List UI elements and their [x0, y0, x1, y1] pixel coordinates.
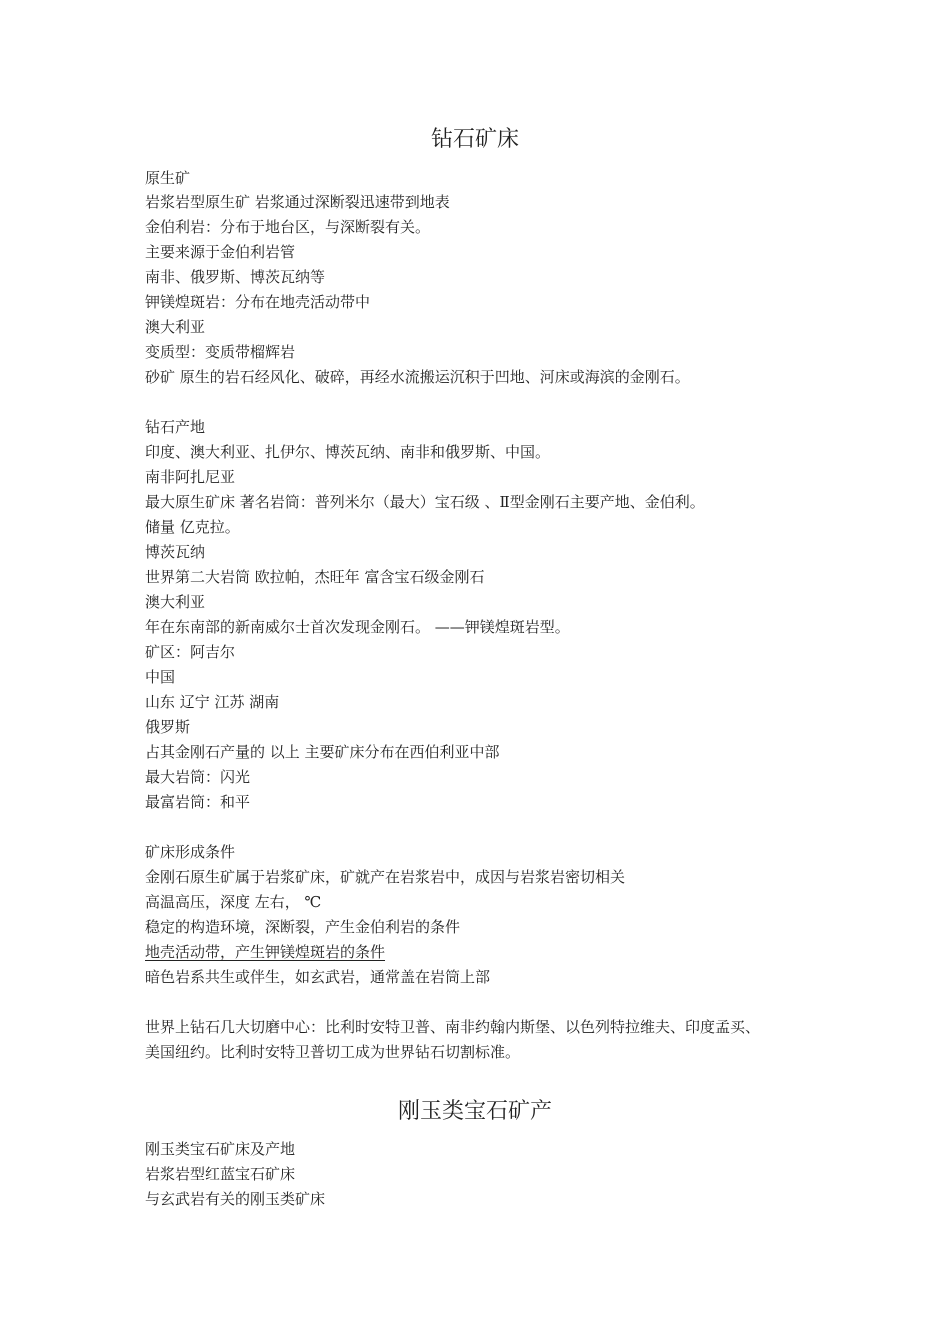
diamond-text-line: 主要来源于金伯利岩管	[145, 243, 296, 261]
diamond-text-line: 印度、澳大利亚、扎伊尔、博茨瓦纳、南非和俄罗斯、中国。	[145, 443, 551, 461]
diamond-text-line: 澳大利亚	[145, 318, 206, 336]
title-diamond-deposits: 钻石矿床	[430, 127, 519, 152]
diamond-text-line: 稳定的构造环境，深断裂，产生金伯利岩的条件	[145, 918, 461, 936]
diamond-text-line: 最富岩筒：和平	[145, 793, 251, 811]
diamond-text-line: 地壳活动带，产生钾镁煌斑岩的条件	[145, 943, 386, 961]
diamond-text-line: 变质型：变质带榴辉岩	[145, 343, 296, 361]
diamond-text-line: 占其金刚石产量的 以上 主要矿床分布在西伯利亚中部	[145, 743, 500, 761]
diamond-text-line: 南非、俄罗斯、博茨瓦纳等	[145, 268, 326, 286]
corundum-text-line: 刚玉类宝石矿床及产地	[145, 1140, 296, 1158]
corundum-text-line: 岩浆岩型红蓝宝石矿床	[145, 1165, 296, 1183]
diamond-text-line: 世界上钻石几大切磨中心：比利时安特卫普、南非约翰内斯堡、以色列特拉维夫、印度孟买、	[145, 1018, 761, 1036]
diamond-text-line: 山东 辽宁 江苏 湖南	[145, 693, 280, 711]
corundum-text-line: 与玄武岩有关的刚玉类矿床	[145, 1190, 326, 1208]
diamond-text-line: 俄罗斯	[145, 718, 191, 736]
title-corundum-deposits: 刚玉类宝石矿产	[397, 1099, 552, 1124]
diamond-text-line: 暗色岩系共生或伴生，如玄武岩，通常盖在岩筒上部	[145, 968, 491, 986]
diamond-text-line: 金刚石原生矿属于岩浆矿床，矿就产在岩浆岩中，成因与岩浆岩密切相关	[145, 868, 626, 886]
diamond-text-line: 中国	[145, 668, 176, 686]
diamond-text-line: 美国纽约。比利时安特卫普切工成为世界钻石切割标准。	[145, 1043, 521, 1061]
diamond-text-line: 砂矿 原生的岩石经风化、破碎，再经水流搬运沉积于凹地、河床或海滨的金刚石。	[145, 368, 690, 386]
diamond-text-line: 南非阿扎尼亚	[145, 468, 236, 486]
diamond-text-line: 矿床形成条件	[145, 843, 236, 861]
diamond-text-line: 储量 亿克拉。	[145, 518, 240, 536]
diamond-text-line: 最大原生矿床 著名岩筒：普列米尔（最大）宝石级 、Ⅱ型金刚石主要产地、金伯利。	[145, 493, 705, 511]
diamond-text-line: 年在东南部的新南威尔士首次发现金刚石。 ——钾镁煌斑岩型。	[145, 618, 570, 636]
diamond-text-line: 世界第二大岩筒 欧拉帕，杰旺年 富含宝石级金刚石	[145, 568, 485, 586]
diamond-text-line: 矿区：阿吉尔	[145, 643, 236, 661]
diamond-text-line: 高温高压，深度 左右， ℃	[145, 893, 322, 911]
diamond-text-line: 博茨瓦纳	[145, 543, 206, 561]
diamond-text-line: 金伯利岩：分布于地台区，与深断裂有关。	[145, 218, 431, 236]
diamond-text-line: 原生矿	[145, 169, 191, 187]
diamond-text-line: 钾镁煌斑岩：分布在地壳活动带中	[145, 293, 371, 311]
diamond-text-line: 澳大利亚	[145, 593, 206, 611]
diamond-text-line: 钻石产地	[145, 418, 206, 436]
diamond-text-line: 岩浆岩型原生矿 岩浆通过深断裂迅速带到地表	[145, 193, 450, 211]
diamond-text-line: 最大岩筒：闪光	[145, 768, 251, 786]
